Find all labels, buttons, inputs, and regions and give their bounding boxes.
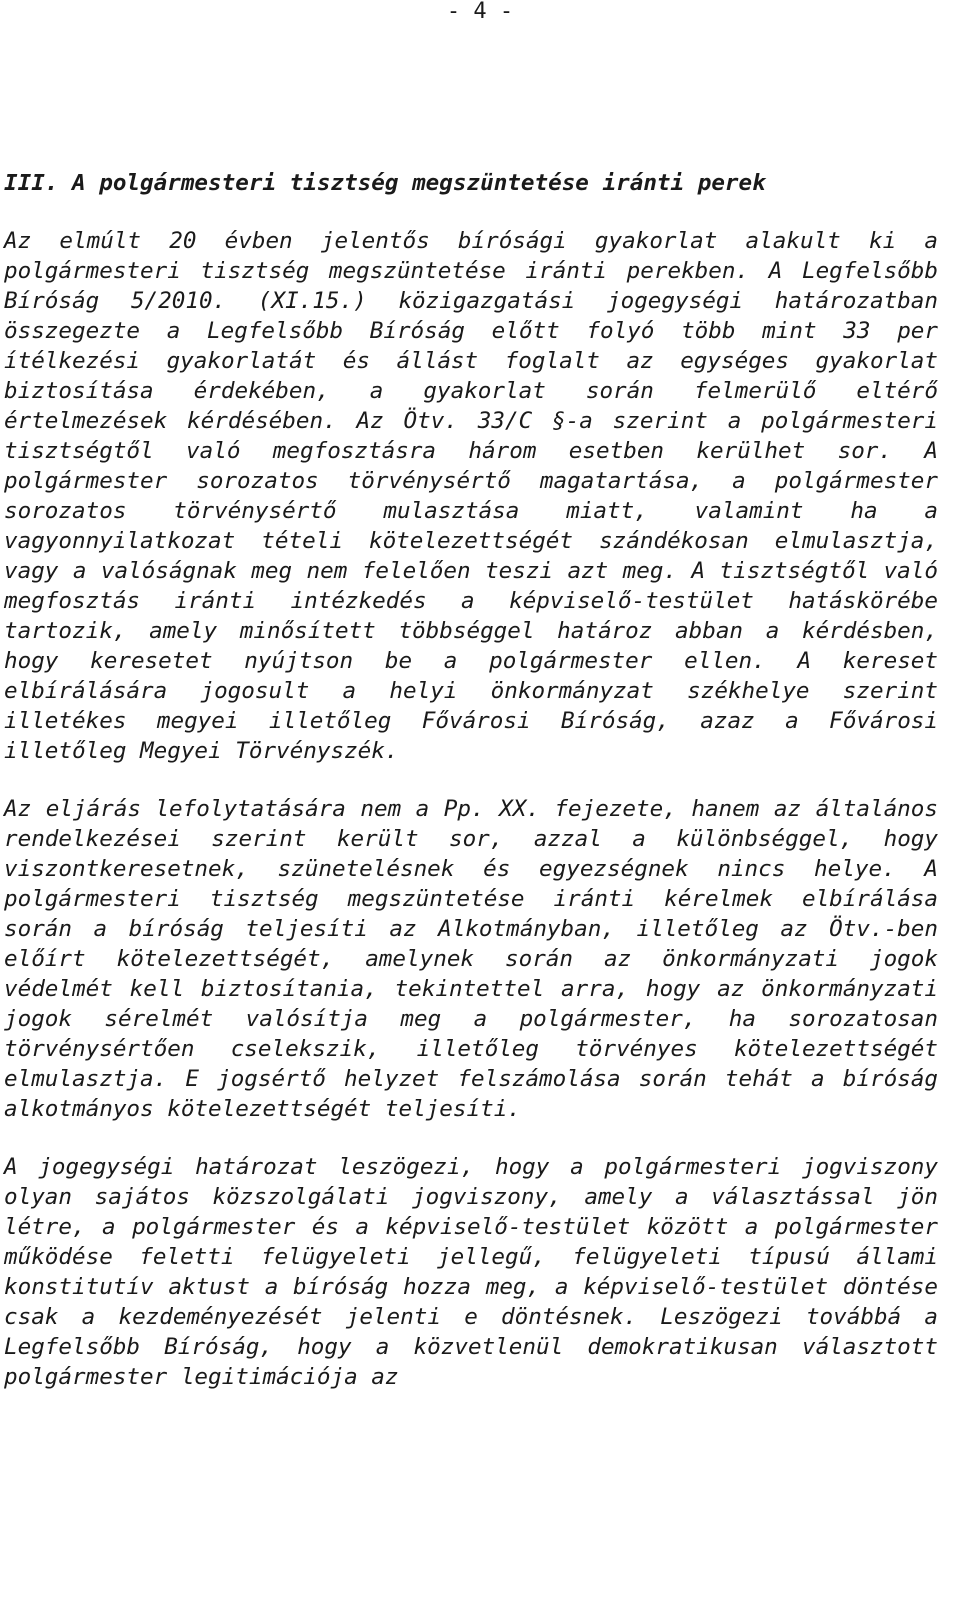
page-number: - 4 - bbox=[446, 0, 514, 24]
document-body bbox=[4, 168, 938, 1392]
paragraph-1: Az elmúlt 20 évben jelentős bírósági gyakorlat alakult ki a polgármesteri tisztség megszüntetése iránti perekben. A Legfelsőbb Bíróság 5/2010. (XI.15.) közigazgatási jogegységi határozatban összegezte a Legfelsőbb Bíróság előtt folyó több mint 33 per ítélkezési gyakorlatát és állást foglalt az egységes gyakorlat biztosítása érdekében, a gyakorlat során felmerülő eltérő értelmezések kérdésében. Az Ötv. 33/C §-a szerint a polgármesteri tisztségtől való megfosztásra három esetben kerülhet sor. A polgármester sorozatos törvénysértő magatartása, a polgármester sorozatos törvénysértő mulasztása miatt, valamint ha a vagyonnyilatkozat tételi kötelezettségét szándékosan elmulasztja, vagy a valóságnak meg nem felelően teszi azt meg. A tisztségtől való megfosztás iránti intézkedés a képviselő-testület hatáskörébe tartozik, amely minősített többséggel határoz abban a kérdésben, hogy keresetet nyújtson be a polgármester ellen. A kereset elbírálására jogosult a helyi önkormányzat székhelye szerint illetékes megyei illetőleg Fővárosi Bíróság, azaz a Fővárosi illetőleg Megyei Törvényszék. bbox=[4, 228, 938, 764]
paragraph-3: A jogegységi határozat leszögezi, hogy a polgármesteri jogviszony olyan sajátos közszolgálati jogviszony, amely a választással jön létre, a polgármester és a képviselő-testület között a polgármester működése feletti felügyeleti jellegű, felügyeleti típusú állami konstitutív aktust a bíróság hozza meg, a képviselő-testület döntése csak a kezdeményezését jelenti e döntésnek. Leszögezi továbbá a Legfelsőbb Bíróság, hogy a közvetlenül demokratikusan választott polgármester legitimációja az bbox=[4, 1154, 938, 1390]
paragraph-2: Az eljárás lefolytatására nem a Pp. XX. fejezete, hanem az általános rendelkezései szerint került sor, azzal a különbséggel, hogy viszontkeresetnek, szünetelésnek és egyezségnek nincs helye. A polgármesteri tisztség megszüntetése iránti kérelmek elbírálása során a bíróság teljesíti az Alkotmányban, illetőleg az Ötv.-ben előírt kötelezettségét, amelynek során az önkormányzati jogok védelmét kell biztosítania, tekintettel arra, hogy az önkormányzati jogok sérelmét valósítja meg a polgármester, ha sorozatosan törvénysértően cselekszik, illetőleg törvényes kötelezettségét elmulasztja. E jogsértő helyzet felszámolása során tehát a bíróság alkotmányos kötelezettségét teljesíti. bbox=[4, 796, 938, 1122]
section-heading: III. A polgármesteri tisztség megszüntetése iránti perek bbox=[4, 170, 766, 196]
